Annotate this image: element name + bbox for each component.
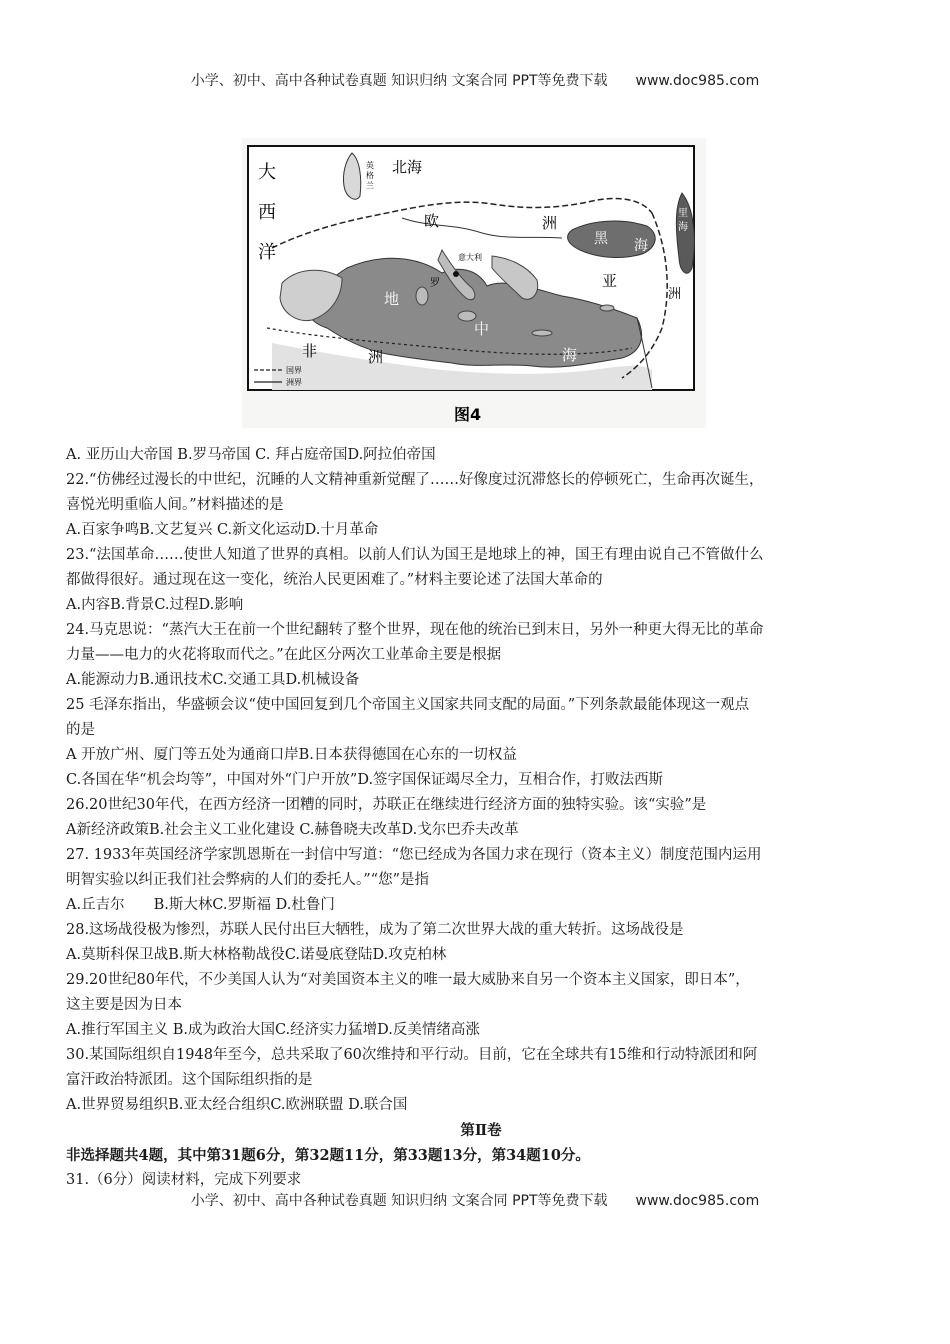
text-line: 24.马克思说：“蒸汽大王在前一个世纪翻转了整个世界，现在他的统治已到末日，另外一种更大得无比的革命 xyxy=(66,622,764,638)
label-england-1: 英 xyxy=(366,161,374,170)
label-black-sea-1: 黑 xyxy=(594,231,608,247)
text-line: 27. 1933年英国经济学家凯恩斯在一封信中写道：“您已经成为各国力求在现行（资本主义）制度范围内运用 xyxy=(66,847,762,863)
text-line: A.莫斯科保卫战B.斯大林格勒战役C.诺曼底登陆D.攻克柏林 xyxy=(66,947,447,963)
text-line: 29.20世纪80年代，不少美国人认为“对美国资本主义的唯一最大威胁来自另一个资本主义国家，即日本”， xyxy=(66,972,750,988)
label-black-sea-2: 海 xyxy=(634,238,648,254)
label-atlantic-2: 西 xyxy=(258,202,276,223)
text-line: 30.某国际组织自1948年至今，总共采取了60次维持和平行动。目前，它在全球共有15维和行动特派团和阿 xyxy=(66,1047,758,1063)
section-title: 第Ⅱ卷 xyxy=(460,1122,502,1139)
label-caspian-2: 海 xyxy=(678,222,688,233)
map-caption: 图4 xyxy=(454,405,482,424)
text-line: 28.这场战役极为惨烈，苏联人民付出巨大牺牲，成为了第二次世界大战的重大转折。这场战役是 xyxy=(66,922,684,938)
text-line: A新经济政策B.社会主义工业化建设 C.赫鲁晓夫改革D.戈尔巴乔夫改革 xyxy=(66,822,519,838)
label-caspian-1: 里 xyxy=(678,208,688,219)
legend-continent-label: 洲界 xyxy=(286,378,302,387)
text-line: 明智实验以纠正我们社会弊病的人们的委托人。”“您”是指 xyxy=(66,872,429,888)
label-med-3: 海 xyxy=(562,346,578,364)
label-europe-1: 欧 xyxy=(424,212,440,230)
text-line: 31.（6分）阅读材料，完成下列要求 xyxy=(66,1172,302,1188)
label-italy: 意大利 xyxy=(458,253,482,262)
text-line: A.丘吉尔 B.斯大林C.罗斯福 D.杜鲁门 xyxy=(66,897,335,913)
rome-marker xyxy=(453,271,459,277)
text-line: 25 毛泽东指出，华盛顿会议“使中国回复到几个帝国主义国家共同支配的局面。”下列条款最能体现这一观点 xyxy=(66,697,750,713)
historical-map-figure xyxy=(242,138,706,428)
text-line: 26.20世纪30年代，在西方经济一团糟的同时，苏联正在继续进行经济方面的独特实验。该“实验”是 xyxy=(66,797,707,813)
label-asia-1: 亚 xyxy=(602,272,618,290)
section-instructions: 非选择题共4题，其中第31题6分，第32题11分，第33题13分，第34题10分。 xyxy=(66,1147,590,1164)
label-rome: 罗 xyxy=(430,278,440,289)
cyprus xyxy=(600,305,614,311)
text-line: A.内容B.背景C.过程D.影响 xyxy=(66,597,244,613)
text-line: A.世界贸易组织B.亚太经合组织C.欧洲联盟 D.联合国 xyxy=(66,1097,408,1113)
label-north-sea: 北海 xyxy=(392,158,423,176)
text-line: 喜悦光明重临人间。”材料描述的是 xyxy=(66,497,284,513)
sardinia xyxy=(416,287,428,305)
question-text-block xyxy=(66,443,896,1193)
label-africa-1: 非 xyxy=(302,342,318,360)
text-line: 富汗政治特派团。这个国际组织指的是 xyxy=(66,1072,313,1088)
header-url[interactable]: www.doc985.com xyxy=(635,73,760,89)
label-atlantic-3: 洋 xyxy=(258,242,276,263)
text-line: 23.“法国革命……使世人知道了世界的真相。以前人们认为国王是地球上的神，国王有理由说自己不管做什么 xyxy=(66,547,764,563)
text-line: A 开放广州、厦门等五处为通商口岸B.日本获得德国在心东的一切权益 xyxy=(66,747,517,763)
page-header xyxy=(0,70,950,90)
footer-url[interactable]: www.doc985.com xyxy=(635,1193,760,1209)
text-line: 这主要是因为日本 xyxy=(66,997,182,1013)
text-line: 的是 xyxy=(66,722,95,738)
label-europe-2: 洲 xyxy=(542,214,558,232)
text-line: C.各国在华“机会均等”，中国对外“门户开放”D.签字国保证竭尽全力，互相合作，打败法西斯 xyxy=(66,772,664,788)
label-england-2: 格 xyxy=(366,171,374,180)
map-svg xyxy=(242,138,706,428)
legend-border-label: 国界 xyxy=(286,366,302,375)
footer-text: 小学、初中、高中各种试卷真题 知识归纳 文案合同 PPT等免费下载 xyxy=(190,1193,608,1209)
label-africa-2: 洲 xyxy=(368,348,384,366)
text-line: 22.“仿佛经过漫长的中世纪，沉睡的人文精神重新觉醒了……好像度过沉滞悠长的停顿死亡，生命再次诞生， xyxy=(66,472,764,488)
text-line: A. 亚历山大帝国 B.罗马帝国 C. 拜占庭帝国D.阿拉伯帝国 xyxy=(66,447,436,463)
crete xyxy=(532,330,552,336)
page-footer xyxy=(0,1190,950,1210)
label-asia-2: 洲 xyxy=(668,287,682,302)
text-line: 力量——电力的火花将取而代之。”在此区分两次工业革命主要是根据 xyxy=(66,647,502,663)
text-line: A.能源动力B.通讯技术C.交通工具D.机械设备 xyxy=(66,672,360,688)
label-med-1: 地 xyxy=(384,290,400,308)
label-atlantic-1: 大 xyxy=(258,162,276,183)
label-med-2: 中 xyxy=(474,320,490,338)
text-line: 都做得很好。通过现在这一变化，统治人民更困难了。”材料主要论述了法国大革命的 xyxy=(66,572,603,588)
text-line: A.百家争鸣B.文艺复兴 C.新文化运动D.十月革命 xyxy=(66,522,379,538)
text-line: A.推行军国主义 B.成为政治大国C.经济实力猛增D.反美情绪高涨 xyxy=(66,1022,480,1038)
header-text: 小学、初中、高中各种试卷真题 知识归纳 文案合同 PPT等免费下载 xyxy=(190,73,608,89)
label-england-3: 兰 xyxy=(366,181,374,190)
